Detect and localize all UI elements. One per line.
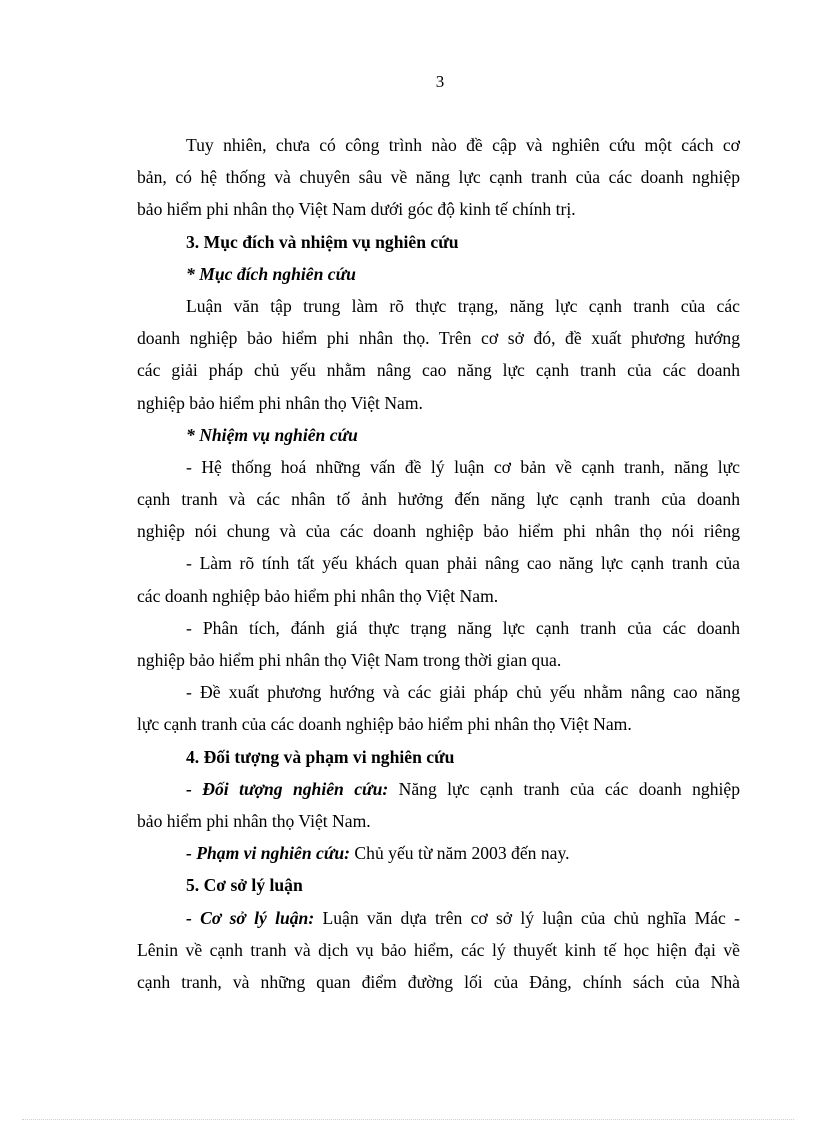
subsection-heading: * Mục đích nghiên cứu — [186, 263, 356, 284]
body-line — [137, 773, 740, 805]
body-line: nghiệp bảo hiểm phi nhân thọ Việt Nam. — [137, 392, 423, 413]
body-line: - Phân tích, đánh giá thực trạng năng lực cạnh tranh của các doanh — [186, 617, 740, 638]
page-number: 3 — [435, 72, 445, 91]
inline-text: Năng lực cạnh tranh của các doanh nghiệp — [388, 778, 740, 799]
body-line: bảo hiểm phi nhân thọ Việt Nam. — [137, 810, 371, 831]
page-bottom-divider — [22, 1119, 794, 1120]
section-heading: 3. Mục đích và nhiệm vụ nghiên cứu — [186, 231, 459, 252]
body-line: bản, có hệ thống và chuyên sâu về năng lực cạnh tranh của các doanh nghiệp — [137, 167, 740, 188]
body-line: - Đề xuất phương hướng và các giải pháp chủ yếu nhằm nâng cao năng — [186, 682, 740, 703]
section-heading: 5. Cơ sở lý luận — [186, 875, 303, 896]
body-line: lực cạnh tranh của các doanh nghiệp bảo hiểm phi nhân thọ Việt Nam. — [137, 714, 632, 735]
body-line: doanh nghiệp bảo hiểm phi nhân thọ. Trên cơ sở đó, đề xuất phương hướng — [137, 328, 740, 349]
section-heading: 4. Đối tượng và phạm vi nghiên cứu — [186, 746, 455, 767]
body-line: Luận văn tập trung làm rõ thực trạng, năng lực cạnh tranh của các — [186, 295, 740, 316]
body-line: nghiệp bảo hiểm phi nhân thọ Việt Nam trong thời gian qua. — [137, 650, 562, 670]
body-line: các giải pháp chủ yếu nhằm nâng cao năng lực cạnh tranh của các doanh — [137, 360, 740, 381]
inline-label: - Cơ sở lý luận: — [186, 907, 315, 928]
body-line: - Làm rõ tính tất yếu khách quan phải nâng cao năng lực cạnh tranh của — [186, 553, 740, 574]
subsection-heading: * Nhiệm vụ nghiên cứu — [186, 424, 358, 445]
body-line: Tuy nhiên, chưa có công trình nào đề cập và nghiên cứu một cách cơ — [186, 135, 740, 155]
body-line: cạnh tranh, và những quan điểm đường lối của Đảng, chính sách của Nhà — [137, 971, 740, 992]
body-line: Lênin về cạnh tranh và dịch vụ bảo hiểm, các lý thuyết kinh tế học hiện đại về — [137, 939, 740, 960]
inline-text: Luận văn dựa trên cơ sở lý luận của chủ nghĩa Mác - — [314, 907, 740, 928]
body-line: - Hệ thống hoá những vấn đề lý luận cơ bản về cạnh tranh, năng lực — [186, 456, 740, 477]
inline-label: - Đối tượng nghiên cứu: — [186, 778, 389, 799]
page-body — [137, 129, 740, 998]
body-line — [137, 837, 740, 869]
inline-text: Chủ yếu từ năm 2003 đến nay. — [350, 843, 570, 864]
body-line: các doanh nghiệp bảo hiểm phi nhân thọ Việt Nam. — [137, 585, 499, 606]
inline-label: - Phạm vi nghiên cứu: — [186, 843, 351, 864]
body-line: nghiệp nói chung và của các doanh nghiệp bảo hiểm phi nhân thọ nói riêng — [137, 521, 740, 542]
body-line: cạnh tranh và các nhân tố ảnh hưởng đến năng lực cạnh tranh của doanh — [137, 489, 740, 510]
body-line — [137, 902, 740, 934]
body-line: bảo hiểm phi nhân thọ Việt Nam dưới góc độ kinh tế chính trị. — [137, 199, 576, 220]
